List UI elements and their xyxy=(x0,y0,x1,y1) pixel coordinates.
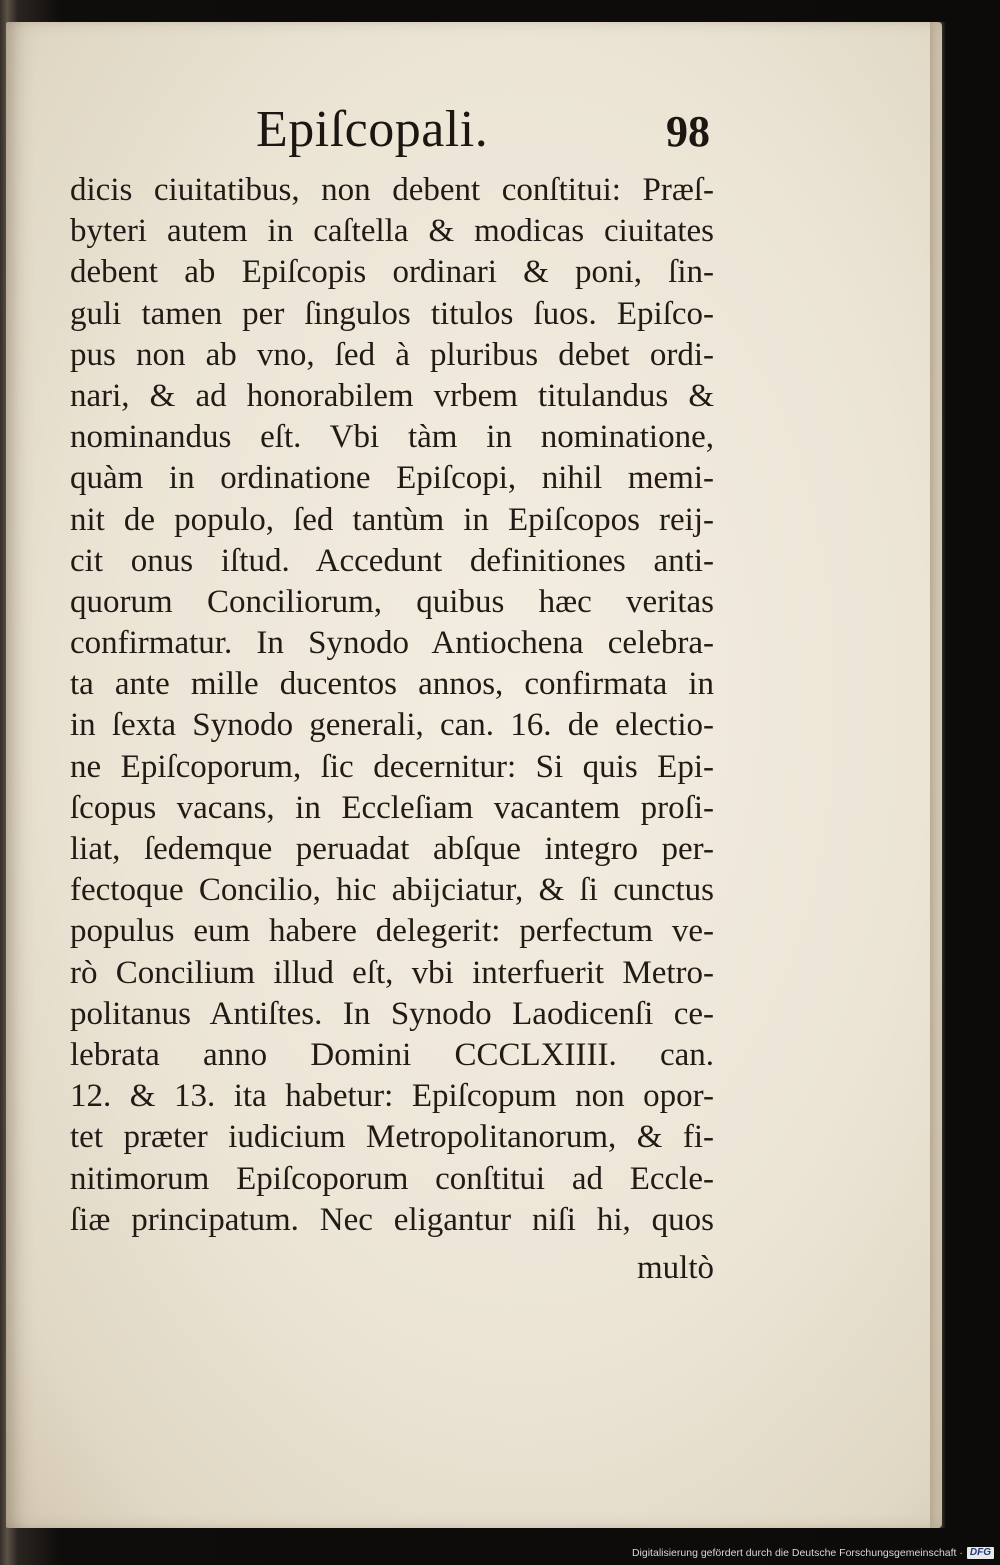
text-line: ta ante mille ducentos annos, confirmata in xyxy=(70,666,714,703)
text-line: dicis ciuitatibus, non debent conſtitui: Præſ- xyxy=(70,172,714,208)
text-line: cit onus iſtud. Accedunt definitiones anti- xyxy=(70,542,714,579)
page-number: 98 xyxy=(666,107,710,156)
text-line: lebrata anno Domini CCCLXIIII. can. xyxy=(70,1036,714,1073)
credit-text: Digitalisierung gefördert durch die Deutsche Forschungsgemeinschaft · xyxy=(631,1547,963,1559)
text-line: quorum Conciliorum, quibus hæc veritas xyxy=(70,583,714,620)
text-line: quàm in ordinatione Epiſcopi, nihil memi- xyxy=(70,460,714,497)
text-line: liat, ſedemque peruadat abſque integro per- xyxy=(70,831,714,867)
catchword: multò xyxy=(636,1250,714,1286)
text-line: politanus Antiſtes. In Synodo Laodicenſi ce- xyxy=(70,995,714,1032)
text-line: fectoque Concilio, hic abijciatur, & ſi cunctus xyxy=(70,872,714,909)
text-line: nari, & ad honorabilem vrbem titulandus & xyxy=(70,377,714,414)
text-line: nit de populo, ſed tantùm in Epiſcopos reij- xyxy=(70,501,714,538)
text-line: populus eum habere delegerit: perfectum ve- xyxy=(70,913,714,950)
body-text xyxy=(70,170,714,1241)
text-line: nominandus eſt. Vbi tàm in nominatione, xyxy=(70,419,714,456)
text-line: tet præter iudicium Metropolitanorum, & fi- xyxy=(70,1119,714,1156)
text-line: nitimorum Epiſcoporum conſtitui ad Eccle- xyxy=(70,1160,714,1197)
text-line: ne Epiſcoporum, ſic decernitur: Si quis Epi- xyxy=(70,748,714,785)
dfg-logo: DFG xyxy=(967,1547,994,1559)
text-line: ſcopus vacans, in Eccleſiam vacantem proſi- xyxy=(70,789,714,826)
text-line: rò Concilium illud eſt, vbi interfuerit Metro- xyxy=(70,954,714,991)
digitization-credit xyxy=(580,1544,994,1562)
text-line: 12. & 13. ita habetur: Epiſcopum non opor- xyxy=(70,1078,714,1115)
page-header xyxy=(256,100,716,166)
text-line: debent ab Epiſcopis ordinari & poni, ſin- xyxy=(70,254,714,291)
text-line: confirmatur. In Synodo Antiochena celebra- xyxy=(70,625,714,662)
text-line: ſiæ principatum. Nec eligantur niſi hi, quos xyxy=(70,1201,714,1238)
text-line: guli tamen per ſingulos titulos ſuos. Epiſco- xyxy=(70,295,714,332)
text-line: byteri autem in caſtella & modicas ciuitates xyxy=(70,213,714,250)
running-head: Epiſcopali. xyxy=(256,101,489,158)
page-edge xyxy=(930,22,946,1528)
text-line: pus non ab vno, ſed à pluribus debet ordi- xyxy=(70,336,714,373)
text-line: in ſexta Synodo generali, can. 16. de electio- xyxy=(70,707,714,744)
